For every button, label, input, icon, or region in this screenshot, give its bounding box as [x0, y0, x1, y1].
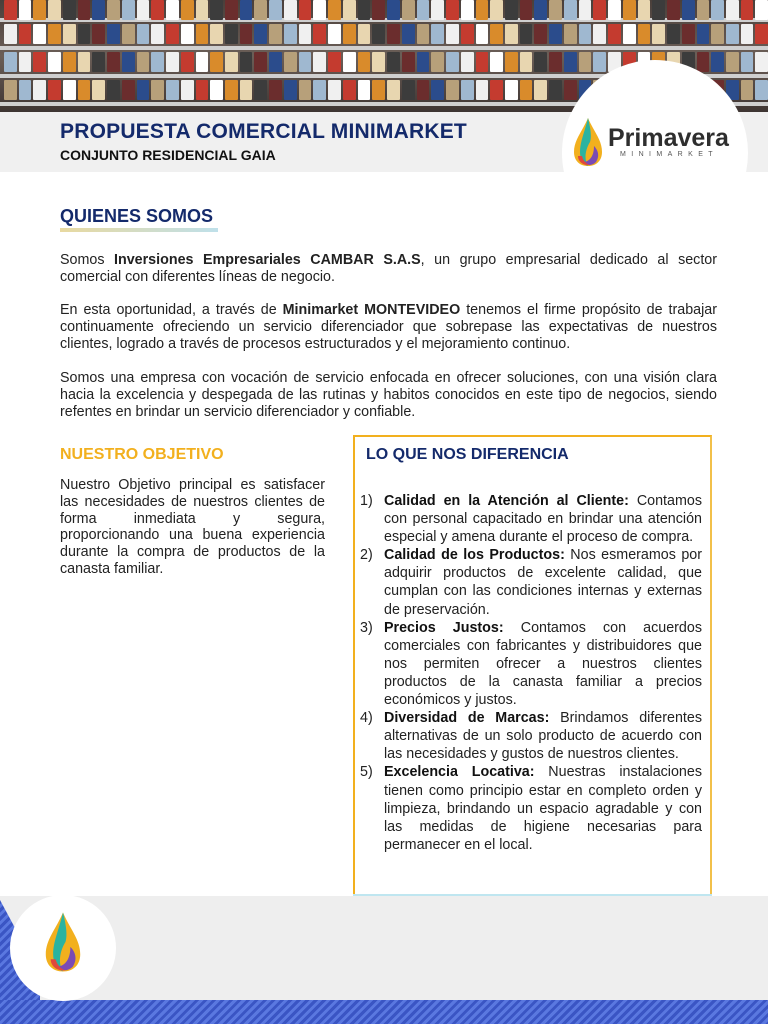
- primavera-drop-icon: [40, 910, 86, 974]
- list-item: [360, 709, 702, 763]
- heading-underline: [60, 228, 218, 232]
- list-item-number: 1): [360, 493, 373, 509]
- quienes-paragraph-1: Somos Inversiones Empresariales CAMBAR S.A.S, un grupo empresarial dedicado al sector comercial con diferentes líneas de negocio.: [60, 252, 717, 285]
- list-item: [360, 492, 702, 546]
- list-item-number: 3): [360, 619, 373, 636]
- list-item-body: Calidad de los Productos: Nos esmeramos por adquirir productos de excelente calidad, que cumplan con las condiciones internas y externas de preservación.: [384, 547, 702, 618]
- nuestro-objetivo-heading: NUESTRO OBJETIVO: [60, 446, 224, 463]
- list-item-body: Diversidad de Marcas: Brindamos diferentes alternativas de un solo producto de acuerdo con las necesidades y gustos de nuestros clientes.: [384, 710, 702, 763]
- primavera-drop-icon: [572, 116, 604, 168]
- list-item-number: 5): [360, 764, 373, 781]
- list-item-body: Precios Justos: Contamos con acuerdos comerciales con fabricantes y distribuidores que nos permiten ofrecer a nuestros clientes productos de la canasta familiar a precios económicos y justos.: [384, 619, 702, 709]
- list-item-body: Excelencia Locativa: Nuestras instalaciones tienen como principio estar en completo orden y limpieza, brindando un espacio agradable y con las medidas de higiene necesarias para permanecer en el local.: [384, 764, 702, 853]
- logo-tagline: MINIMARKET: [620, 151, 718, 158]
- list-item: [360, 546, 702, 618]
- list-item-body: Calidad en la Atención al Cliente: Contamos con personal capacitado en brindar una atención especial y amena durante el proceso de compra.: [384, 493, 702, 546]
- shelf-products-row: [0, 24, 768, 44]
- quienes-paragraph-2: En esta oportunidad, a través de Minimarket MONTEVIDEO tenemos el firme propósito de trabajar continuamente ofreciendo un servicio diferenciador que sobrepase las expectativas de nuestros clientes, logrado a través de procesos estructurados y el mejoramiento continuo.: [60, 302, 717, 352]
- list-item: [360, 763, 702, 853]
- document-title: PROPUESTA COMERCIAL MINIMARKET: [60, 120, 467, 143]
- diferencia-list: [360, 492, 702, 854]
- logo-brand-name: Primavera: [608, 124, 729, 152]
- shelf-products-row: [0, 0, 768, 20]
- list-item-number: 4): [360, 710, 373, 727]
- quienes-somos-heading: QUIENES SOMOS: [60, 206, 214, 226]
- quienes-paragraph-3: Somos una empresa con vocación de servicio enfocada en ofrecer soluciones, con una visión clara hacia la excelencia y despegada de las rutinas y habitos conocidos en este tipo de negocios, siendo refentes en brindar un servicio diferenciador y confiable.: [60, 370, 717, 420]
- list-item: [360, 619, 702, 709]
- footer-decorative-stripe: [0, 1000, 768, 1024]
- list-item-number: 2): [360, 547, 373, 564]
- objetivo-paragraph: Nuestro Objetivo principal es satisfacer las necesidades de nuestros clientes de forma inmediata y segura, proporcionando una buena experiencia durante la compra de productos de la canasta familiar.: [60, 477, 325, 577]
- document-subtitle: CONJUNTO RESIDENCIAL GAIA: [60, 147, 276, 163]
- diferencia-heading: LO QUE NOS DIFERENCIA: [366, 446, 569, 463]
